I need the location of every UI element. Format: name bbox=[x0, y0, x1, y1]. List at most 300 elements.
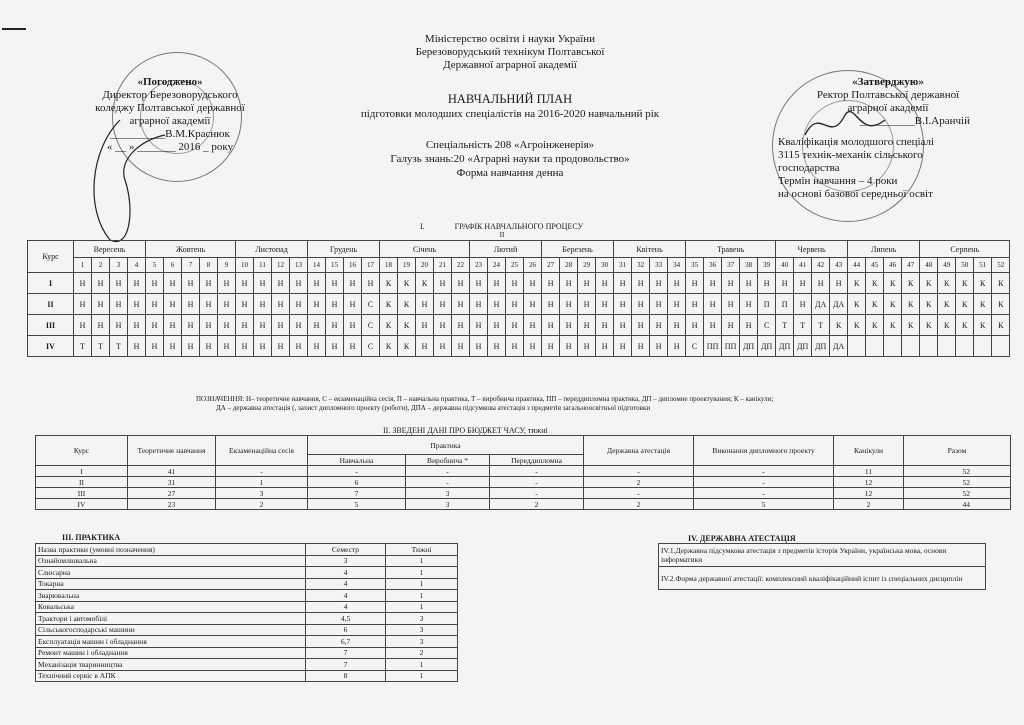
schedule-cell: Н bbox=[524, 273, 542, 294]
schedule-cell: Н bbox=[542, 336, 560, 357]
schedule-cell: Н bbox=[542, 294, 560, 315]
schedule-cell: Н bbox=[200, 273, 218, 294]
budget-cell: 3 bbox=[406, 499, 490, 510]
schedule-week-number: 13 bbox=[290, 258, 308, 273]
schedule-week-number: 46 bbox=[884, 258, 902, 273]
agreed-signature-line: __________В.М.Краснюк bbox=[110, 128, 230, 140]
budget-cell: - bbox=[490, 477, 584, 488]
schedule-cell: К bbox=[992, 315, 1010, 336]
schedule-cell bbox=[866, 336, 884, 357]
schedule-heading-sub: II bbox=[499, 231, 505, 239]
schedule-cell: Н bbox=[506, 273, 524, 294]
budget-col-total: Разом bbox=[904, 436, 1011, 466]
schedule-cell: К bbox=[866, 315, 884, 336]
practice-name: Слюсарна bbox=[36, 567, 306, 579]
practice-table bbox=[35, 543, 458, 682]
schedule-cell: Н bbox=[488, 294, 506, 315]
attestation-heading: IV. ДЕРЖАВНА АТЕСТАЦІЯ bbox=[688, 534, 796, 543]
schedule-cell: К bbox=[398, 294, 416, 315]
schedule-cell: Н bbox=[326, 336, 344, 357]
schedule-cell: К bbox=[380, 294, 398, 315]
schedule-cell: Н bbox=[722, 273, 740, 294]
schedule-week-number: 44 bbox=[848, 258, 866, 273]
schedule-cell: Н bbox=[272, 294, 290, 315]
schedule-cell: Н bbox=[128, 273, 146, 294]
schedule-week-number: 2 bbox=[92, 258, 110, 273]
budget-cell: 7 bbox=[308, 488, 406, 499]
schedule-cell: Н bbox=[470, 336, 488, 357]
schedule-cell: Н bbox=[470, 294, 488, 315]
schedule-cell: Н bbox=[560, 273, 578, 294]
schedule-week-number: 9 bbox=[218, 258, 236, 273]
schedule-cell: К bbox=[938, 294, 956, 315]
schedule-week-number: 3 bbox=[110, 258, 128, 273]
schedule-cell: Н bbox=[308, 273, 326, 294]
schedule-cell: К bbox=[974, 273, 992, 294]
budget-cell: IV bbox=[36, 499, 128, 510]
schedule-cell: Н bbox=[128, 315, 146, 336]
schedule-cell: К bbox=[992, 294, 1010, 315]
budget-row bbox=[36, 477, 1011, 488]
practice-weeks: 3 bbox=[386, 613, 458, 625]
schedule-cell: Н bbox=[578, 336, 596, 357]
schedule-cell: Н bbox=[596, 336, 614, 357]
basis-line: на основі базової середньої освіт bbox=[778, 188, 933, 200]
schedule-cell: Н bbox=[740, 294, 758, 315]
practice-semester: 4 bbox=[306, 567, 386, 579]
schedule-cell: Н bbox=[614, 294, 632, 315]
schedule-cell: Н bbox=[326, 273, 344, 294]
schedule-cell: К bbox=[974, 315, 992, 336]
schedule-cell: Н bbox=[110, 294, 128, 315]
schedule-week-number: 6 bbox=[164, 258, 182, 273]
schedule-cell: К bbox=[902, 315, 920, 336]
schedule-cell: Н bbox=[542, 273, 560, 294]
schedule-cell: Н bbox=[362, 273, 380, 294]
schedule-cell: К bbox=[380, 315, 398, 336]
schedule-cell: Н bbox=[668, 273, 686, 294]
header-line1: Міністерство освіти і науки України bbox=[424, 33, 596, 45]
schedule-row bbox=[28, 315, 1010, 336]
practice-row bbox=[36, 590, 458, 602]
practice-row bbox=[36, 659, 458, 671]
schedule-month-header: Квітень bbox=[614, 241, 686, 258]
practice-col-semester: Семестр bbox=[306, 544, 386, 556]
schedule-cell: ДП bbox=[776, 336, 794, 357]
budget-cell: - bbox=[694, 488, 834, 499]
approve-line: Ректор Полтавської державної bbox=[816, 89, 960, 101]
schedule-cell: Н bbox=[776, 273, 794, 294]
budget-cell: 1 bbox=[216, 477, 308, 488]
schedule-week-number: 37 bbox=[722, 258, 740, 273]
schedule-cell: Н bbox=[704, 315, 722, 336]
schedule-week-number: 18 bbox=[380, 258, 398, 273]
schedule-week-number: 16 bbox=[344, 258, 362, 273]
schedule-course-label: IV bbox=[28, 336, 74, 357]
schedule-cell: Н bbox=[434, 315, 452, 336]
schedule-cell: К bbox=[992, 273, 1010, 294]
schedule-cell: Н bbox=[290, 315, 308, 336]
practice-weeks: 1 bbox=[386, 659, 458, 671]
schedule-cell: Н bbox=[524, 336, 542, 357]
schedule-cell: Н bbox=[632, 336, 650, 357]
schedule-cell: Н bbox=[686, 294, 704, 315]
budget-heading: II. ЗВЕДЕНІ ДАНІ ПРО БЮДЖЕТ ЧАСУ, тижні bbox=[383, 426, 548, 435]
schedule-cell: Н bbox=[452, 336, 470, 357]
schedule-cell: Н bbox=[560, 336, 578, 357]
practice-col-weeks: Тижні bbox=[386, 544, 458, 556]
budget-cell: 2 bbox=[584, 477, 694, 488]
schedule-week-number: 38 bbox=[740, 258, 758, 273]
schedule-cell: Н bbox=[254, 273, 272, 294]
schedule-month-header: Лютий bbox=[470, 241, 542, 258]
schedule-cell: Н bbox=[200, 294, 218, 315]
schedule-cell: Н bbox=[164, 315, 182, 336]
schedule-month-header: Вересень bbox=[74, 241, 146, 258]
budget-sub-prediploma: Переддипломна bbox=[490, 455, 584, 466]
practice-weeks: 3 bbox=[386, 636, 458, 648]
schedule-row bbox=[28, 273, 1010, 294]
schedule-week-number: 12 bbox=[272, 258, 290, 273]
schedule-cell: К bbox=[920, 273, 938, 294]
plan-title-block bbox=[300, 92, 720, 180]
schedule-cell: Н bbox=[668, 294, 686, 315]
schedule-cell: Н bbox=[686, 273, 704, 294]
schedule-cell: ПП bbox=[722, 336, 740, 357]
budget-row bbox=[36, 466, 1011, 477]
schedule-cell: К bbox=[848, 315, 866, 336]
schedule-cell: Н bbox=[434, 294, 452, 315]
schedule-cell: Н bbox=[794, 294, 812, 315]
schedule-cell: С bbox=[686, 336, 704, 357]
schedule-week-number: 23 bbox=[470, 258, 488, 273]
schedule-cell: Н bbox=[632, 315, 650, 336]
practice-name: Механізація тваринництва bbox=[36, 659, 306, 671]
practice-name: Зварювальна bbox=[36, 590, 306, 602]
schedule-cell: Н bbox=[290, 273, 308, 294]
schedule-cell: Н bbox=[218, 315, 236, 336]
schedule-cell: Н bbox=[596, 294, 614, 315]
schedule-cell: Н bbox=[740, 315, 758, 336]
schedule-course-label: II bbox=[28, 294, 74, 315]
budget-col-exam: Екзаменаційна сесія bbox=[216, 436, 308, 466]
practice-semester: 4 bbox=[306, 590, 386, 602]
schedule-cell: К bbox=[416, 273, 434, 294]
schedule-cell: Н bbox=[128, 294, 146, 315]
budget-cell: 6 bbox=[308, 477, 406, 488]
budget-col-practice: Практика bbox=[308, 436, 584, 455]
practice-weeks: 1 bbox=[386, 601, 458, 613]
schedule-heading-text: ГРАФІК НАВЧАЛЬНОГО ПРОЦЕСУ bbox=[454, 222, 584, 231]
schedule-cell: Н bbox=[416, 336, 434, 357]
practice-weeks: 1 bbox=[386, 555, 458, 567]
budget-cell: - bbox=[490, 466, 584, 477]
agreed-block bbox=[60, 76, 280, 154]
ministry-header bbox=[340, 33, 680, 72]
schedule-row bbox=[28, 294, 1010, 315]
practice-row bbox=[36, 567, 458, 579]
schedule-week-number: 1 bbox=[74, 258, 92, 273]
schedule-week-number: 32 bbox=[632, 258, 650, 273]
schedule-cell: Н bbox=[146, 336, 164, 357]
schedule-cell: Н bbox=[812, 273, 830, 294]
schedule-heading-num: I. bbox=[420, 222, 425, 231]
budget-cell: II bbox=[36, 477, 128, 488]
schedule-cell: К bbox=[866, 294, 884, 315]
plan-form: Форма навчання денна bbox=[456, 167, 564, 179]
practice-weeks: 1 bbox=[386, 590, 458, 602]
schedule-cell: С bbox=[758, 315, 776, 336]
schedule-month-header: Червень bbox=[776, 241, 848, 258]
schedule-cell: Н bbox=[218, 336, 236, 357]
schedule-cell: Н bbox=[416, 315, 434, 336]
schedule-cell bbox=[848, 336, 866, 357]
practice-semester: 8 bbox=[306, 670, 386, 682]
practice-semester: 6 bbox=[306, 624, 386, 636]
schedule-cell: Н bbox=[344, 294, 362, 315]
plan-specialty: Спеціальність 208 «Агроінженерія» bbox=[425, 139, 595, 151]
schedule-cell: Н bbox=[650, 315, 668, 336]
schedule-week-number: 31 bbox=[614, 258, 632, 273]
schedule-cell: Н bbox=[632, 273, 650, 294]
schedule-week-number: 49 bbox=[938, 258, 956, 273]
budget-row bbox=[36, 488, 1011, 499]
schedule-cell: Т bbox=[74, 336, 92, 357]
practice-row bbox=[36, 636, 458, 648]
schedule-table bbox=[27, 240, 1010, 357]
schedule-cell: К bbox=[380, 336, 398, 357]
practice-row bbox=[36, 601, 458, 613]
attestation-table bbox=[658, 543, 986, 590]
attestation-item-2: IV.2.Форма державної атестації: комплексний кваліфікаційний іспит із спеціальних дисциплін bbox=[659, 567, 986, 590]
attestation-item-1: IV.1.Державна підсумкова атестація з предметів історія України, українська мова, основи інформатики bbox=[659, 544, 986, 567]
budget-cell: 3 bbox=[216, 488, 308, 499]
schedule-month-header: Травень bbox=[686, 241, 776, 258]
schedule-cell: Н bbox=[164, 336, 182, 357]
schedule-cell: Н bbox=[146, 315, 164, 336]
schedule-cell: Н bbox=[74, 273, 92, 294]
practice-weeks: 3 bbox=[386, 624, 458, 636]
schedule-row bbox=[28, 336, 1010, 357]
schedule-cell: К bbox=[938, 273, 956, 294]
header-line3: Державної аграрної академії bbox=[443, 59, 577, 71]
schedule-week-number: 51 bbox=[974, 258, 992, 273]
schedule-cell: К bbox=[902, 294, 920, 315]
practice-semester: 4 bbox=[306, 578, 386, 590]
schedule-cell: Н bbox=[236, 336, 254, 357]
schedule-week-number: 20 bbox=[416, 258, 434, 273]
plan-field: Галузь знань:20 «Аграрні науки та продовольство» bbox=[390, 153, 630, 165]
schedule-course-label: III bbox=[28, 315, 74, 336]
schedule-cell: ДП bbox=[794, 336, 812, 357]
legend-line1: ПОЗНАЧЕННЯ: Н– теоретичне навчання, С – екзаменаційна сесія, П – навчальна практика, Т – виробнича практика, ПП – переддипломна практика, ДП – дипломне проектування; К – канікули; bbox=[196, 395, 774, 403]
schedule-cell: Н bbox=[344, 315, 362, 336]
schedule-cell: ДА bbox=[812, 294, 830, 315]
agreed-line: Директор Березоворудського bbox=[102, 89, 238, 101]
schedule-week-number: 52 bbox=[992, 258, 1010, 273]
schedule-cell: Н bbox=[344, 336, 362, 357]
budget-cell: 2 bbox=[490, 499, 584, 510]
practice-col-name: Назва практики (умовні позначення) bbox=[36, 544, 306, 556]
budget-col-course: Курс bbox=[36, 436, 128, 466]
practice-semester: 4,5 bbox=[306, 613, 386, 625]
schedule-cell: Н bbox=[254, 336, 272, 357]
schedule-cell: Н bbox=[578, 273, 596, 294]
budget-cell: 2 bbox=[216, 499, 308, 510]
schedule-cell: К bbox=[398, 315, 416, 336]
schedule-week-number: 36 bbox=[704, 258, 722, 273]
schedule-cell: П bbox=[758, 294, 776, 315]
schedule-cell: Н bbox=[488, 315, 506, 336]
schedule-cell: Н bbox=[200, 336, 218, 357]
schedule-cell: Н bbox=[560, 315, 578, 336]
schedule-week-number: 50 bbox=[956, 258, 974, 273]
schedule-cell: К bbox=[884, 273, 902, 294]
budget-cell: III bbox=[36, 488, 128, 499]
schedule-cell: Н bbox=[146, 273, 164, 294]
schedule-cell: Н bbox=[830, 273, 848, 294]
schedule-week-number: 19 bbox=[398, 258, 416, 273]
schedule-cell: Н bbox=[416, 294, 434, 315]
schedule-cell: Н bbox=[506, 294, 524, 315]
schedule-week-number: 41 bbox=[794, 258, 812, 273]
schedule-cell: К bbox=[848, 294, 866, 315]
schedule-week-number: 47 bbox=[902, 258, 920, 273]
schedule-cell: Н bbox=[236, 315, 254, 336]
practice-name: Ковальська bbox=[36, 601, 306, 613]
practice-name: Сільськогосподарські машини bbox=[36, 624, 306, 636]
practice-name: Ремонт машин і обладнання bbox=[36, 647, 306, 659]
practice-heading: III. ПРАКТИКА bbox=[62, 533, 121, 542]
budget-cell: 52 bbox=[904, 466, 1011, 477]
schedule-cell: К bbox=[902, 273, 920, 294]
schedule-month-header: Жовтень bbox=[146, 241, 236, 258]
budget-cell: 23 bbox=[128, 499, 216, 510]
schedule-month-header: Січень bbox=[380, 241, 470, 258]
budget-cell: 12 bbox=[834, 488, 904, 499]
schedule-cell: К bbox=[380, 273, 398, 294]
budget-cell: - bbox=[308, 466, 406, 477]
schedule-cell: Н bbox=[272, 315, 290, 336]
budget-cell: - bbox=[490, 488, 584, 499]
schedule-course-label: I bbox=[28, 273, 74, 294]
budget-cell: 5 bbox=[308, 499, 406, 510]
practice-row bbox=[36, 578, 458, 590]
schedule-week-number: 22 bbox=[452, 258, 470, 273]
schedule-heading bbox=[420, 222, 680, 232]
practice-semester: 6,7 bbox=[306, 636, 386, 648]
schedule-week-number: 48 bbox=[920, 258, 938, 273]
schedule-cell: П bbox=[776, 294, 794, 315]
schedule-cell: Н bbox=[128, 336, 146, 357]
schedule-cell: Т bbox=[794, 315, 812, 336]
budget-sub-training: Навчальна bbox=[308, 455, 406, 466]
schedule-cell: ДП bbox=[740, 336, 758, 357]
practice-name: Експлуатація машин і обладнання bbox=[36, 636, 306, 648]
schedule-cell: Н bbox=[110, 273, 128, 294]
schedule-cell: Н bbox=[308, 315, 326, 336]
schedule-week-number: 4 bbox=[128, 258, 146, 273]
schedule-cell: ДА bbox=[830, 294, 848, 315]
schedule-cell: Т bbox=[110, 336, 128, 357]
agreed-line: коледжу Полтавської державної bbox=[95, 102, 245, 114]
schedule-cell: Н bbox=[596, 273, 614, 294]
schedule-cell: К bbox=[884, 315, 902, 336]
schedule-cell: Н bbox=[686, 315, 704, 336]
schedule-cell: Н bbox=[182, 294, 200, 315]
schedule-cell: Н bbox=[452, 315, 470, 336]
schedule-cell bbox=[992, 336, 1010, 357]
schedule-cell: Н bbox=[488, 273, 506, 294]
schedule-cell: Н bbox=[650, 273, 668, 294]
schedule-cell: Н bbox=[344, 273, 362, 294]
approve-line: аграрної академії bbox=[847, 102, 929, 114]
schedule-cell: Н bbox=[794, 273, 812, 294]
schedule-week-number: 35 bbox=[686, 258, 704, 273]
schedule-week-number: 7 bbox=[182, 258, 200, 273]
agreed-date-line: « __ » _______ 2016 _ року bbox=[106, 141, 234, 153]
schedule-week-number: 42 bbox=[812, 258, 830, 273]
schedule-cell: Н bbox=[758, 273, 776, 294]
schedule-cell: Н bbox=[452, 294, 470, 315]
header-line2: Березоворудський технікум Полтавської bbox=[415, 46, 605, 58]
budget-table bbox=[35, 435, 1011, 510]
budget-cell: - bbox=[584, 488, 694, 499]
legend-line2: ДА – державна атестація (, захист дипломного проекту (роботи), ДПА – державна підсумкова атестація з предметів загальноосвітньої підготовки bbox=[216, 404, 651, 412]
budget-col-holidays: Канікули bbox=[834, 436, 904, 466]
schedule-week-number: 17 bbox=[362, 258, 380, 273]
schedule-cell: Т bbox=[92, 336, 110, 357]
practice-name: Ознайомлювальна bbox=[36, 555, 306, 567]
budget-cell: - bbox=[584, 466, 694, 477]
schedule-cell: Н bbox=[146, 294, 164, 315]
schedule-cell: Н bbox=[524, 294, 542, 315]
schedule-cell: Н bbox=[182, 315, 200, 336]
schedule-cell: ДП bbox=[812, 336, 830, 357]
approve-signature-line: __________В.І.Аранчій bbox=[859, 115, 970, 127]
practice-name: Трактори і автомобілі bbox=[36, 613, 306, 625]
budget-cell: 12 bbox=[834, 477, 904, 488]
schedule-week-number: 28 bbox=[560, 258, 578, 273]
schedule-cell: Н bbox=[308, 294, 326, 315]
schedule-cell: Н bbox=[596, 315, 614, 336]
schedule-cell: Н bbox=[200, 315, 218, 336]
schedule-week-number: 26 bbox=[524, 258, 542, 273]
schedule-cell: Н bbox=[632, 294, 650, 315]
schedule-cell: Н bbox=[110, 315, 128, 336]
plan-subtitle: підготовки молодших спеціалістів на 2016-2020 навчальний рік bbox=[360, 108, 660, 120]
budget-sub-production: Виробнича * bbox=[406, 455, 490, 466]
schedule-week-number: 25 bbox=[506, 258, 524, 273]
schedule-week-number: 15 bbox=[326, 258, 344, 273]
schedule-month-header: Липень bbox=[848, 241, 920, 258]
schedule-week-number: 8 bbox=[200, 258, 218, 273]
practice-semester: 3 bbox=[306, 555, 386, 567]
practice-semester: 4 bbox=[306, 601, 386, 613]
agreed-title: «Погоджено» bbox=[137, 76, 203, 88]
schedule-cell: Н bbox=[92, 315, 110, 336]
schedule-cell: ПП bbox=[704, 336, 722, 357]
schedule-cell: Н bbox=[254, 294, 272, 315]
schedule-cell: Н bbox=[614, 315, 632, 336]
schedule-week-number: 30 bbox=[596, 258, 614, 273]
schedule-cell: Н bbox=[236, 273, 254, 294]
budget-col-thesis: Виконання дипломного проекту bbox=[694, 436, 834, 466]
practice-weeks: 2 bbox=[386, 647, 458, 659]
budget-cell: - bbox=[216, 466, 308, 477]
schedule-cell: Н bbox=[272, 273, 290, 294]
schedule-week-number: 14 bbox=[308, 258, 326, 273]
